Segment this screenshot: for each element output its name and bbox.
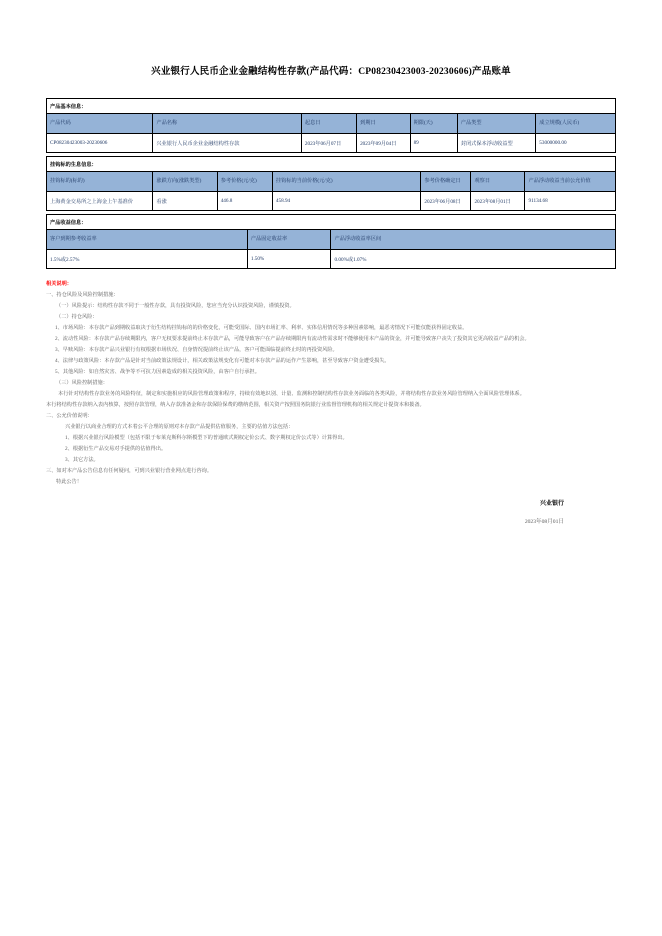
- column-header-direction: 涨跌方向(涨跌类型): [153, 172, 217, 192]
- column-header-client-ref-yield: 客户到期参考收益率: [47, 230, 248, 250]
- cell-term-days: 89: [410, 134, 457, 153]
- income-section-row: [47, 215, 616, 230]
- column-header-ref-price: 参考价格(元/克): [217, 172, 272, 192]
- note-line-early-redemption-risk: 3、早赎风险：本存款产品兴业银行有权根据市场状况、自身情况提前终止该产品，客户可能面临提前终止时的再投资风险。: [55, 347, 338, 353]
- cell-floating-yield-range: 0.00%或1.07%: [331, 250, 616, 269]
- cell-client-ref-yield: 1.5%或2.57%: [47, 250, 248, 269]
- column-header-fair-value: 产品浮动收益当前公允价值: [525, 172, 616, 192]
- column-header-product-code: 产品代码: [47, 114, 153, 134]
- linked-underlying-table: [46, 156, 616, 211]
- column-header-current-price: 挂钩标的当前价格(元/克): [272, 172, 421, 192]
- column-header-maturity-date: 到期日: [357, 114, 410, 134]
- income-header-row: [47, 230, 616, 250]
- linked-header-row: [47, 172, 616, 192]
- note-line-risk-control: （三）风险控制措施：: [56, 380, 108, 386]
- basic-section-row: [47, 99, 616, 114]
- income-data-row: [47, 250, 616, 269]
- note-line-announcement: 特此公告！: [56, 479, 82, 485]
- page-title: 兴业银行人民币企业金融结构性存款(产品代码：CP08230423003-20230606)产品账单: [151, 67, 511, 77]
- cell-underlying: 上海黄金交易所之上海金上午基准价: [47, 192, 153, 211]
- cell-ref-price: 446.8: [217, 192, 272, 211]
- note-line-legal-policy-risk: 4、法律与政策风险：本存款产品是针对当前政策法规设计，相关政策法规变化有可能对本存款产品的运作产生影响，甚至导致客户资金遭受损失。: [55, 358, 390, 364]
- note-line-valuation-method-2: 2、根据衍生产品交易对手提供的估值得出。: [65, 446, 167, 452]
- note-line-valuation-method-3: 3、其它方法。: [65, 457, 99, 463]
- basic-info-table: [46, 98, 616, 153]
- note-line-risk-control-detail-2: 本行将结构性存款纳入表内核算，按照存款管理，纳入存款准备金和存款保险保费的缴纳范围，相关资产按照国务院银行业监督管理机构的相关规定计提资本和拨备。: [46, 402, 425, 408]
- note-line-inquiry: 三、如对本产品公告信息有任何疑问，可到兴业银行营业网点进行咨询。: [46, 468, 213, 474]
- column-header-underlying: 挂钩标的(标的): [47, 172, 153, 192]
- cell-product-type: 封闭式保本浮动收益型: [457, 134, 536, 153]
- column-header-fixed-yield: 产品固定收益率: [247, 230, 331, 250]
- column-header-term-days: 期限(天): [410, 114, 457, 134]
- note-line-valuation-intro: 兴业银行以商业合理的方式本着公平合理的原则对本存款产品提供估值服务，主要的估值方法包括：: [65, 424, 294, 430]
- linked-section-title: 挂钩标的生息信息：: [47, 157, 616, 172]
- notes-section: [46, 279, 616, 488]
- column-header-product-name: 产品名称: [153, 114, 302, 134]
- notes-title: 相关说明：: [46, 281, 72, 287]
- cell-observation-date: 2023年08月01日: [471, 192, 525, 211]
- note-line-liquidity-risk: 2、流动性风险：本存款产品存续期限内，客户无权要求提前终止本存款产品，可能导致客户在产品存续期限内有流动性需求时不能够使用本产品的资金，并可能导致客户丧失了投资其它更高收益产品的机会。: [55, 336, 530, 342]
- note-line-other-risk: 5、其他风险：如自然灾害、战争等不可抗力因素造成的相关投资风险，由客户自行承担。: [55, 369, 260, 375]
- note-line-fair-value-section: 二、公允价值说明：: [46, 413, 93, 419]
- cell-ref-price-date: 2023年06月08日: [421, 192, 471, 211]
- cell-product-name: 兴业银行人民币企业金融结构性存款: [153, 134, 302, 153]
- cell-fixed-yield: 1.50%: [247, 250, 331, 269]
- column-header-scale: 成立规模(人民币): [536, 114, 616, 134]
- cell-product-code: CP08230423003-20230606: [47, 134, 153, 153]
- basic-header-row: [47, 114, 616, 134]
- column-header-product-type: 产品类型: [457, 114, 536, 134]
- cell-maturity-date: 2023年09月04日: [357, 134, 410, 153]
- cell-scale: 53000000.00: [536, 134, 616, 153]
- bank-name: 兴业银行: [539, 501, 564, 507]
- note-line-holding-risk: （二）持仓风险：: [56, 314, 98, 320]
- cell-fair-value: 91134.68: [525, 192, 616, 211]
- column-header-value-date: 起息日: [301, 114, 356, 134]
- statement-content: [46, 98, 616, 525]
- note-line-risk-section: 一、持仓风险及风险控制措施：: [46, 292, 119, 298]
- income-info-table: [46, 214, 616, 269]
- note-line-risk-tip: （一）风险提示：结构性存款不同于一般性存款，具有投资风险，您应当充分认识投资风险，谨慎投资。: [56, 303, 295, 309]
- note-line-market-risk: 1、市场风险：本存款产品到期收益取决于衍生结构挂钩标的的价格变化，可能受国际、国内市场汇率、利率、实体信用情况等多种因素影响，最恶劣情况下可能仅能获得固定收益。: [55, 325, 468, 331]
- basic-data-row: [47, 134, 616, 153]
- linked-data-row: [47, 192, 616, 211]
- cell-current-price: 458.94: [272, 192, 421, 211]
- income-section-title: 产品收益信息：: [47, 215, 616, 230]
- column-header-observation-date: 观察日: [471, 172, 525, 192]
- linked-section-row: [47, 157, 616, 172]
- note-line-risk-control-detail-1: 本行针对结构性存款业务的风险特征，制定和实施相应的风险管理政策和程序，持续有效地识别、计量、监测和控制结构性存款业务面临的各类风险，并将结构性存款业务风险管理纳入全面风险管理体系。: [58, 391, 525, 397]
- basic-section-title: 产品基本信息：: [47, 99, 616, 114]
- cell-value-date: 2023年06月07日: [301, 134, 356, 153]
- column-header-ref-price-date: 参考价格确定日: [421, 172, 471, 192]
- cell-direction: 看涨: [153, 192, 217, 211]
- note-line-valuation-method-1: 1、根据兴业银行风险模型（包括不限于布莱克斯科尔斯模型下的普通欧式期权定价公式、数字期权定价公式等）计算得出。: [65, 435, 348, 441]
- column-header-floating-yield-range: 产品浮动收益率区间: [331, 230, 616, 250]
- signature-block: [46, 498, 616, 525]
- statement-date: 2023年08月01日: [524, 519, 564, 525]
